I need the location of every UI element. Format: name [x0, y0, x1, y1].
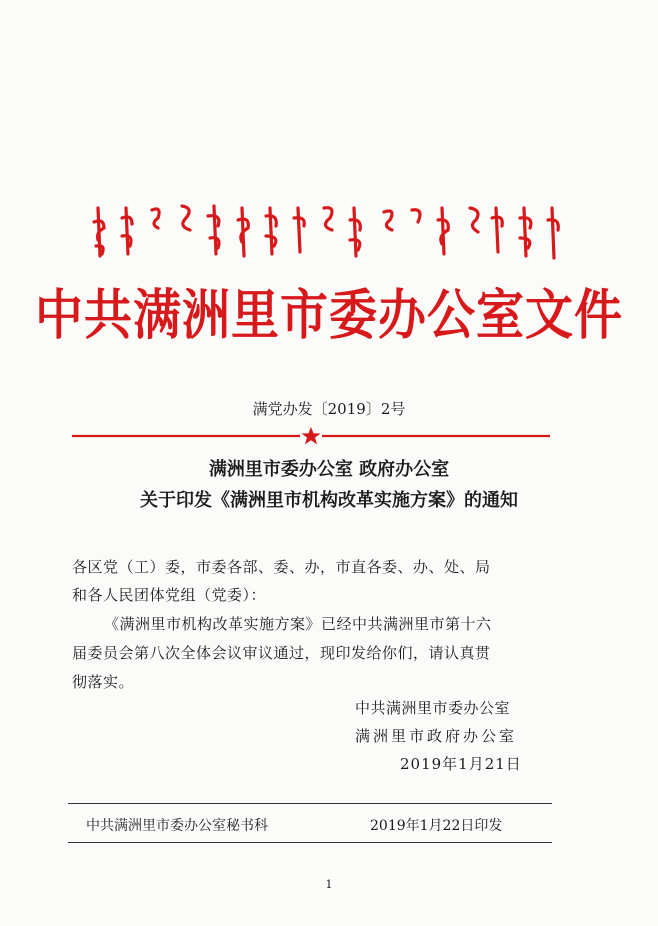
mongolian-script-heading [92, 196, 562, 262]
red-star-icon [302, 427, 321, 444]
signature-org-2: 满洲里市政府办公室 [355, 727, 518, 745]
document-number: 满党办发〔2019〕2号 [252, 400, 406, 418]
page-number: 1 [325, 878, 333, 891]
subject-line-1: 满洲里市委办公室 政府办公室 [208, 459, 450, 480]
body-line-3: 彻落实。 [72, 673, 135, 691]
red-separator [72, 426, 550, 446]
footer-issuer: 中共满洲里市委办公室秘书科 [86, 818, 268, 834]
footer-rule-bottom [68, 842, 552, 843]
body-line-1: 《满洲里市机构改革实施方案》已经中共满洲里市第十六 [104, 615, 492, 633]
recipients-line-1: 各区党（工）委，市委各部、委、办，市直各委、办、处、局 [72, 558, 491, 576]
footer-print-date: 2019年1月22日印发 [370, 818, 503, 834]
recipients-line-2: 和各人民团体党组（党委）： [72, 586, 267, 604]
footer-rule-top [68, 803, 552, 804]
signature-org-1: 中共满洲里市委办公室 [355, 699, 511, 717]
body-line-2: 届委员会第八次全体会议审议通过，现印发给你们，请认真贯 [72, 644, 491, 662]
signature-date: 2019年1月21日 [400, 755, 522, 773]
subject-line-2: 关于印发《满洲里市机构改革实施方案》的通知 [140, 490, 518, 511]
document-title: 中共满洲里市委办公室文件 [34, 284, 623, 348]
